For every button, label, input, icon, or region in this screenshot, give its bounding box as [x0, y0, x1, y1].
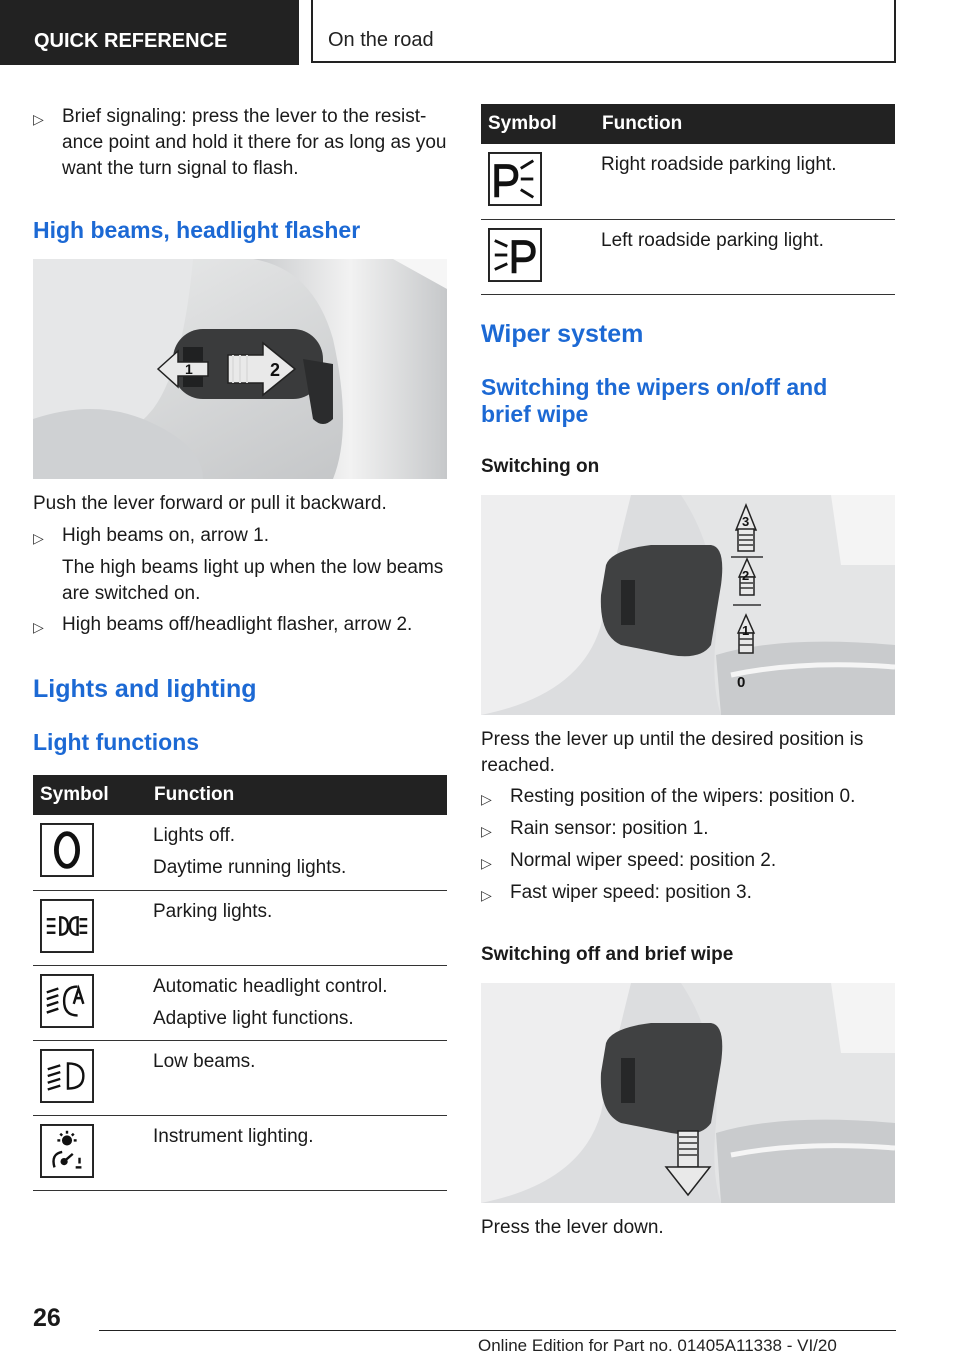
press-up-line-1: Press the lever up until the desired position is [481, 729, 864, 750]
light-functions-heading: Light functions [33, 729, 200, 755]
function-text: Left roadside parking light. [601, 229, 824, 251]
function-column-header: Function [595, 104, 895, 144]
low-beams-icon [40, 1049, 94, 1103]
function-text: Right roadside parking light. [601, 154, 837, 175]
function-text: Lights off. [153, 825, 236, 846]
position-2-label: 2 [742, 568, 750, 583]
bullet-triangle-icon: ▷ [33, 619, 44, 635]
bullet-triangle-icon: ▷ [481, 855, 492, 871]
lights-off-icon [40, 823, 94, 877]
high-beams-heading: High beams, headlight flasher [33, 217, 361, 243]
table-header-row [481, 104, 895, 144]
table-row [33, 965, 447, 1040]
high-beams-note-line-2: are switched on. [62, 583, 201, 604]
table-row [33, 1115, 447, 1190]
arrow-1-label: 1 [185, 361, 193, 377]
brief-line-2: ance point and hold it there for as long as you [62, 132, 447, 153]
bullet-triangle-icon: ▷ [33, 111, 44, 127]
parking-lights-icon [40, 899, 94, 953]
symbol-column-header: Symbol [33, 775, 147, 815]
footer-divider [99, 1330, 896, 1331]
right-parking-light-icon [488, 152, 542, 206]
heading-line-1: Switching the wipers on/off and [481, 374, 828, 400]
bullet-triangle-icon: ▷ [481, 887, 492, 903]
switching-on-subheading: Switching on [481, 456, 600, 477]
table-row [33, 815, 447, 890]
function-text: Instrument lighting. [153, 1125, 314, 1147]
section-title: QUICK REFERENCE [34, 30, 228, 52]
list-item-text: Resting position of the wipers: position 0. [510, 786, 856, 807]
list-item [481, 816, 924, 842]
chapter-title: On the road [328, 29, 434, 51]
function-text: Automatic headlight control. [153, 975, 388, 997]
instrument-lighting-icon [40, 1124, 94, 1178]
position-0-label: 0 [737, 674, 746, 691]
table-row [481, 219, 895, 294]
chapter-tab [311, 0, 896, 63]
table-row [33, 1040, 447, 1115]
high-beams-on-text: High beams on, arrow 1. [62, 525, 269, 546]
press-down-text: Press the lever down. [481, 1217, 664, 1238]
wiper-system-heading: Wiper system [481, 320, 644, 348]
table-row [481, 144, 895, 219]
function-column-header: Function [147, 775, 447, 815]
list-item-text: Fast wiper speed: position 3. [510, 882, 752, 903]
bullet-triangle-icon: ▷ [481, 791, 492, 807]
edition-text: Online Edition for Part no. 01405A11338 - VI/20 [478, 1336, 837, 1355]
list-item [481, 784, 924, 810]
light-functions-table [33, 775, 447, 1191]
brief-line-1: Brief signaling: press the lever to the resist‐ [62, 106, 427, 127]
table-header-row [33, 775, 447, 815]
parking-light-table [481, 104, 895, 295]
arrow-2-label: 2 [270, 360, 281, 380]
bullet-triangle-icon: ▷ [33, 530, 44, 546]
position-1-label: 1 [742, 623, 750, 638]
high-beams-off-item [33, 612, 476, 638]
function-text: Daytime running lights. [153, 857, 347, 878]
press-up-text [481, 727, 895, 779]
function-text: Low beams. [153, 1050, 256, 1072]
push-lever-text: Push the lever forward or pull it backward. [33, 493, 387, 514]
high-beams-figure [33, 259, 447, 479]
left-parking-light-icon [488, 228, 542, 282]
list-item [481, 880, 924, 906]
switching-wipers-heading [481, 374, 895, 428]
section-tab [0, 0, 299, 65]
function-text: Adaptive light functions. [153, 1007, 354, 1029]
high-beams-on-item [33, 523, 476, 607]
brief-signaling-item [33, 104, 476, 182]
lights-heading: Lights and lighting [33, 675, 257, 703]
list-item-text: Normal wiper speed: position 2. [510, 850, 777, 871]
switching-off-subheading: Switching off and brief wipe [481, 944, 734, 965]
high-beams-note-line-1: The high beams light up when the low beams [62, 557, 444, 578]
symbol-column-header: Symbol [481, 104, 595, 144]
press-up-line-2: reached. [481, 755, 555, 776]
position-3-label: 3 [742, 514, 750, 529]
function-text: Parking lights. [153, 900, 273, 922]
wiper-off-figure [481, 983, 895, 1203]
high-beams-off-text: High beams off/headlight flasher, arrow 2. [62, 614, 413, 635]
brief-line-3: want the turn signal to flash. [62, 158, 299, 179]
list-item [481, 848, 924, 874]
page-number: 26 [33, 1304, 61, 1332]
bullet-triangle-icon: ▷ [481, 823, 492, 839]
auto-headlight-icon [40, 974, 94, 1028]
wiper-on-figure [481, 495, 895, 715]
list-item-text: Rain sensor: position 1. [510, 818, 709, 839]
heading-line-2: brief wipe [481, 401, 589, 427]
table-row [33, 890, 447, 965]
